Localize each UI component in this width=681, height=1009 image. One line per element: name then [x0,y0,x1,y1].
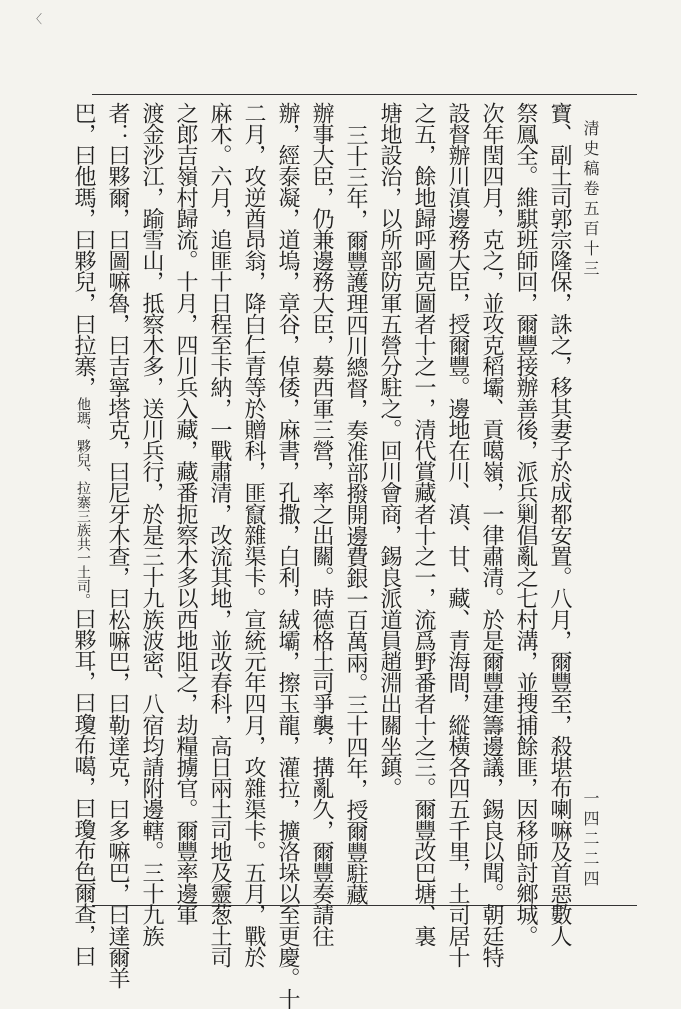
text-column-10: 二月，攻逆酋昂翁，降白仁青等於贈科，匪竄雜渠卡。宣統元年四月，攻雜渠卡。五月，戰於 [241,102,266,968]
text-column-11: 麻木。六月，追匪十日程至卡納，一戰肅清，改流其地，並改春科，高日兩土司地及靈葱土司 [207,102,232,968]
text-column-15 [72,102,94,966]
text-column-8: 辦事大臣，仍兼邊務大臣，募西軍三營，率之出關。時德格土司爭襲，搆亂久，爾豐奏請往 [309,102,334,947]
page-number: 一四二二四 [581,790,600,890]
text-column-6: 塘地設治，以所部防軍五營分駐之。回川會商，錫良派道員趙淵出關坐鎮。 [377,102,402,799]
text-column-2: 祭鳳全。維騏班師回，爾豐接辦善後，派兵剿倡亂之七村溝，並搜捕餘匪，因移師討鄉城。 [513,102,538,947]
text-column-14: 者：曰夥爾，曰圖嘛魯，曰吉寧塔克，曰尼牙木查，曰松嘛巴，曰勒達克，曰多嘛巴，曰達爾羊 [105,102,130,989]
top-rule [92,94,637,95]
running-title: 清史稿卷五百十三 [581,120,600,280]
corner-mark: 〈 [30,12,43,26]
text-column-4: 設督辦川滇邊務大臣，授爾豐。邊地在川、滇、甘、藏、青海間，縱橫各四五千里，土司居十 [445,102,470,968]
column-15-main: 巴，曰他瑪，曰夥兒，曰拉寨， [71,102,96,398]
text-column-3: 次年閏四月，克之，並攻克稻壩、貢噶嶺，一律肅清。於是爾豐建籌邊議，錫良以聞。朝廷特 [479,102,504,968]
column-15-note: 他瑪、夥兒、拉寨三族共一土司。 [75,397,91,608]
text-column-7: 三十三年，爾豐護理四川總督，奏准部撥開邊費銀一百萬兩。三十四年，授爾豐駐藏 [343,124,368,905]
text-column-1: 寶、副土司郭宗隆保，誅之，移其妻子於成都安置。八月，爾豐至，殺堪布喇嘛及首惡數人 [547,102,572,947]
text-column-5: 之五，餘地歸呼圖克圖者十之一，清代賞藏者十之一，流爲野番者十之三。爾豐改巴塘、裏 [411,102,436,947]
text-column-13: 渡金沙江，踰雪山，抵察木多，送川兵行，於是三十九族波密、八宿均請附邊轄。三十九族 [139,102,164,947]
column-15-tail: 曰夥耳，曰瓊布噶，曰瓊布色爾查，曰 [71,607,96,967]
text-column-9: 辦，經泰凝，道塢，章谷，倬倭，麻書，孔撒，白利，絨壩，擦玉龍，灌拉，擴洛垛以至更慶。十 [275,102,300,1009]
text-column-12: 之郎吉嶺村歸流。十月，四川兵入藏，藏番扼察木多以西地阻之，劫糧擄官。爾豐率邊軍 [173,102,198,925]
